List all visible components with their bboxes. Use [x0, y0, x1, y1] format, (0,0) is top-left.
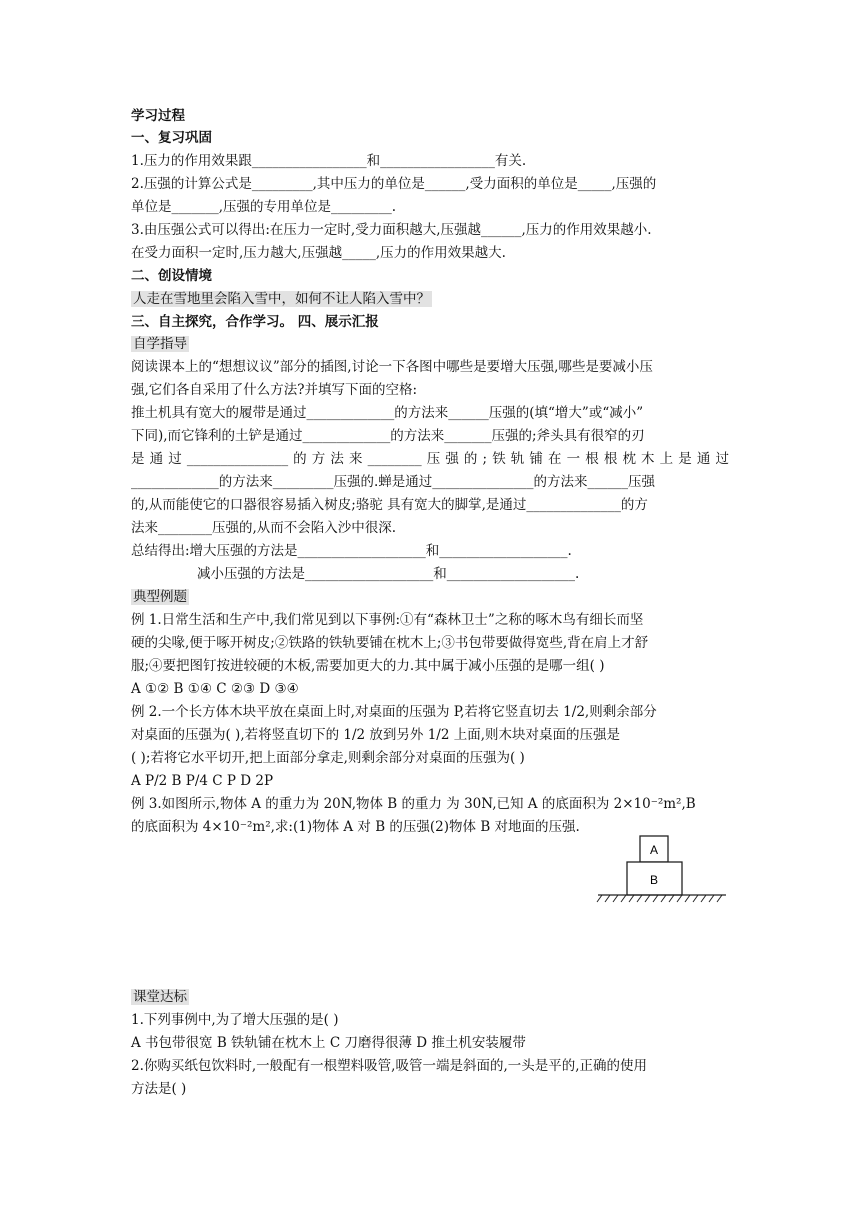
example-1-line-3: 服;④要把图钉按进较硬的木板,需要加更大的力.其中属于减小压强的是哪一组( ) — [131, 658, 605, 674]
question-3-line-1: 3.由压强公式可以得出:在压力一定时,受力面积越大,压强越______,压力的作用效果越小. — [131, 222, 652, 238]
test-1: 1.下列事例中,为了增大压强的是( ) — [131, 1012, 339, 1028]
section-scenario: 二、创设情境 — [131, 268, 212, 284]
example-1-options: A ①② B ①④ C ②③ D ③④ — [131, 681, 299, 697]
example-3-line-2: 的底面积为 4×10⁻²m²,求:(1)物体 A 对 B 的压强(2)物体 B 对地面的压强. — [131, 819, 580, 835]
section-explore: 三、自主探究，合作学习。 四、展示汇报 — [131, 314, 379, 330]
example-2-line-1: 例 2.一个长方体木块平放在桌面上时,对桌面的压强为 P,若将它竖直切去 1/2,则剩余部分 — [131, 704, 657, 720]
scenario-text — [131, 289, 432, 309]
self-study-label — [131, 334, 189, 354]
block-b-label: B — [649, 873, 659, 887]
block-a-label: A — [649, 843, 659, 857]
example-2-line-2: 对桌面的压强为( ),若将竖直切下的 1/2 放到另外 1/2 上面,则木块对桌面的压强是 — [131, 727, 621, 743]
scenario-highlight: 人走在雪地里会陷入雪中，如何不让人陷入雪中？ — [133, 291, 430, 307]
example-1-line-1: 例 1.日常生活和生产中,我们常见到以下事例:①有“森林卫士”之称的啄木鸟有细长而坚 — [131, 612, 644, 628]
ground-hatching — [597, 895, 722, 902]
paragraph-2-line-6: 法来________压强的,从而不会陷入沙中很深. — [131, 520, 397, 536]
section-review: 一、复习巩固 — [131, 130, 212, 146]
test-2-line-1: 2.你购买纸包饮料时,一般配有一根塑料吸管,吸管一端是斜面的,一头是平的,正确的使用 — [131, 1058, 648, 1074]
summary-line-2: 减小压强的方法是___________________和___________________. — [197, 566, 580, 582]
paragraph-2-line-1: 推土机具有宽大的履带是通过_____________的方法来______压强的(填“增大”或“减小” — [131, 405, 644, 421]
example-2-line-3: ( );若将它水平切开,把上面部分拿走,则剩余部分对桌面的压强为( ) — [131, 750, 525, 766]
question-1: 1.压力的作用效果跟_________________和_________________有关. — [131, 153, 527, 169]
paragraph-1-line-2: 强,它们各自采用了什么方法?并填写下面的空格: — [131, 382, 418, 398]
paragraph-2-line-3: 是通过_______________的方法来________压强的;铁轨铺在一根根枕木上是通过 — [131, 451, 729, 467]
example-1-line-2: 硬的尖喙,便于啄开树皮;②铁路的铁轨要铺在枕木上;③书包带要做得宽些,背在肩上才舒 — [131, 635, 649, 651]
example-3-line-1: 例 3.如图所示,物体 A 的重力为 20N,物体 B 的重力 为 30N,已知 A 的底面积为 2×10⁻²m²,B — [131, 796, 696, 812]
question-2-line-2: 单位是_______,压强的专用单位是_________. — [131, 199, 397, 215]
question-3-line-2: 在受力面积一定时,压力越大,压强越_____,压力的作用效果越大. — [131, 245, 506, 261]
paragraph-2-line-5: 的,从而能使它的口器很容易插入树皮;骆驼 具有宽大的脚掌,是通过______________的方 — [131, 497, 648, 513]
summary-line-1: 总结得出:增大压强的方法是___________________和___________________. — [131, 543, 572, 559]
paragraph-2-line-2: 下同),而它锋利的土铲是通过_____________的方法来_______压强的;斧头具有很窄的刃 — [131, 428, 645, 444]
test-1-options: A 书包带很宽 B 铁轨铺在枕木上 C 刀磨得很薄 D 推土机安装履带 — [131, 1035, 526, 1051]
typical-examples-label — [131, 587, 189, 607]
blocks-diagram — [596, 826, 730, 914]
test-2-line-2: 方法是( ) — [131, 1081, 187, 1097]
paragraph-1-line-1: 阅读课本上的“想想议议”部分的插图,讨论一下各图中哪些是要增大压强,哪些是要减小压 — [131, 359, 653, 375]
class-target-label — [131, 987, 189, 1007]
heading: 学习过程 — [131, 108, 185, 124]
question-2-line-1: 2.压强的计算公式是_________,其中压力的单位是______,受力面积的单位是_____,压强的 — [131, 176, 657, 192]
paragraph-2-line-4: _____________的方法来_________压强的.蝉是通过_______________的方法来______压强 — [131, 474, 656, 490]
typical-highlight: 典型例题 — [133, 589, 187, 605]
example-2-options: A P/2 B P/4 C P D 2P — [131, 773, 274, 789]
class-target-highlight: 课堂达标 — [133, 989, 187, 1005]
self-study-highlight: 自学指导 — [133, 336, 187, 352]
